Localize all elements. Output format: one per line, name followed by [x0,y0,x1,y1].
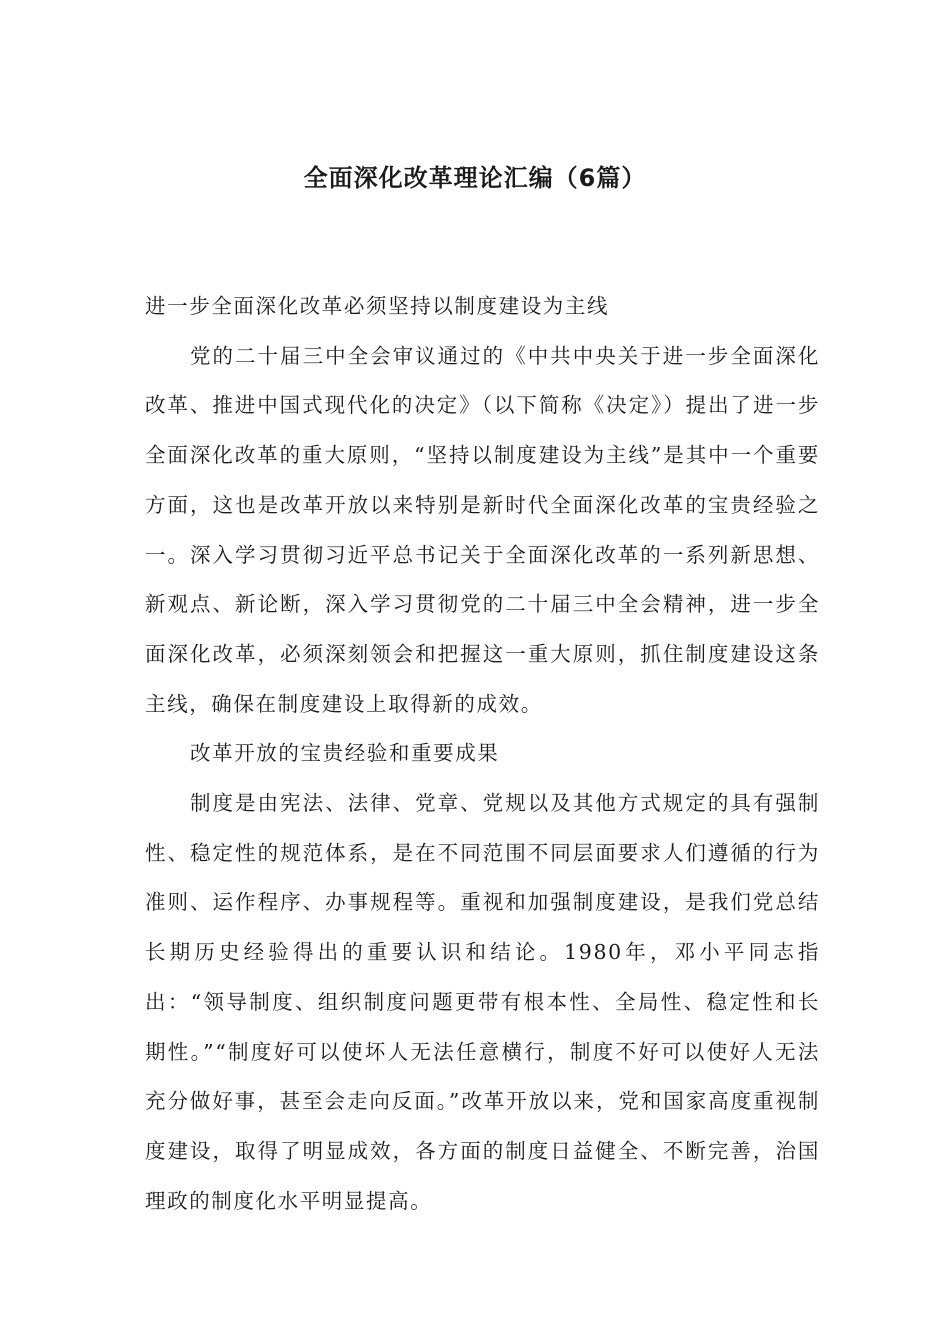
paragraph-institution-definition: 制度是由宪法、法律、党章、党规以及其他方式规定的具有强制性、稳定性的规范体系，是在不同范围不同层面要求人们遵循的行为准则、运作程序、办事规程等。重视和加强制度建设，是我们党总结长期历史经验得出的重要认识和结论。1980年，邓小平同志指出：“领导制度、组织制度问题更带有根本性、全局性、稳定性和长期性。”“制度好可以使坏人无法任意横行，制度不好可以使好人无法充分做好事，甚至会走向反面。”改革开放以来，党和国家高度重视制度建设，取得了明显成效，各方面的制度日益健全、不断完善，治国理政的制度化水平明显提高。 [145,791,820,1213]
document-title: 全面深化改革理论汇编（6篇） [303,164,647,192]
subheading-reform-experience: 改革开放的宝贵经验和重要成果 [190,741,500,766]
section-title: 进一步全面深化改革必须坚持以制度建设为主线 [145,294,610,318]
paragraph-intro: 党的二十届三中全会审议通过的《中共中央关于进一步全面深化改革、推进中国式现代化的决定》（以下简称《决定》）提出了进一步全面深化改革的重大原则，“坚持以制度建设为主线”是其中一个重要方面，这也是改革开放以来特别是新时代全面深化改革的宝贵经验之一。深入学习贯彻习近平总书记关于全面深化改革的一系列新思想、新观点、新论断，深入学习贯彻党的二十届三中全会精神，进一步全面深化改革，必须深刻领会和把握这一重大原则，抓住制度建设这条主线，确保在制度建设上取得新的成效。 [145,343,820,716]
document-body [145,282,820,1226]
